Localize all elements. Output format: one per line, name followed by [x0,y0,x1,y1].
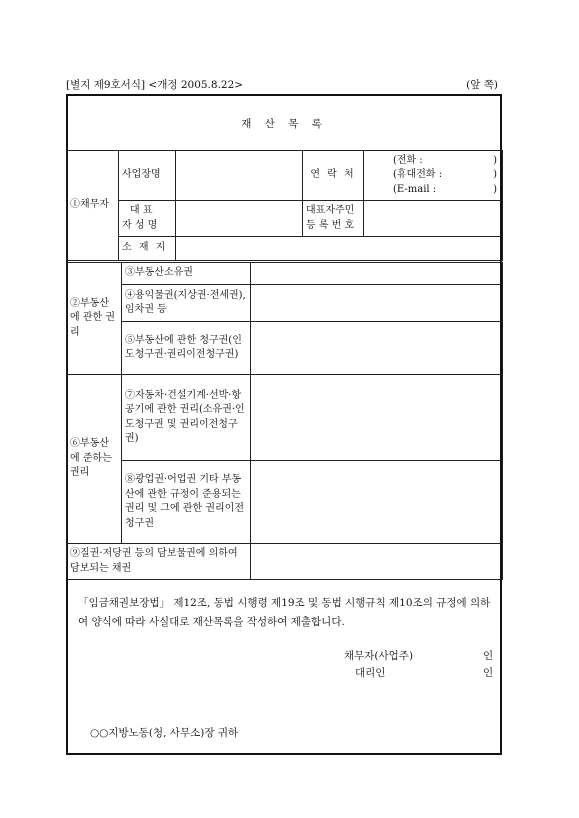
address-field[interactable] [176,237,503,261]
secured-label: ⑨질권·저당권 등의 담보물권에 의하여 담보되는 채권 [67,544,251,580]
contact-field[interactable]: (전화 : ) (휴대전화 : ) (E-mail : ) [364,151,503,201]
realestate-field-3[interactable] [251,322,503,375]
form-title: 재 산 목 록 [241,117,327,130]
rep-name-label: 대 표 자 성 명 [119,201,176,237]
declaration-statement: 「임금채권보장법」 제12조, 동법 시행령 제19조 및 동법 시행규칙 제10조의 규정에 의하여 양식에 따라 사실대로 재산목록을 작성하여 제출합니다. [78,597,491,628]
page-side: (앞 쪽) [466,79,498,91]
debtor-seal: 인 [483,650,494,662]
realestate-item-3: ⑤부동산에 관한 청구권(인도청구권·권리이전청구권) [122,322,251,375]
realestate-item-1: ③부동산소유권 [122,263,251,285]
quasi-label: ⑥부동산에 준하는 권리 [67,375,122,544]
realestate-field-1[interactable] [251,263,503,285]
rep-id-field[interactable] [364,201,503,237]
biz-name-field[interactable] [176,151,303,201]
quasi-field-1[interactable] [251,375,503,461]
realestate-label: ②부동산에 관한 권리 [67,263,122,375]
email-label: (E-mail : [393,183,437,195]
biz-name-label: 사업장명 [119,151,176,201]
secured-table [66,543,503,580]
quasi-table [66,374,503,544]
realestate-item-2: ④용익물권(지상권·전세권), 임차권 등 [122,285,251,322]
contact-label: 연 락 처 [303,151,364,201]
address-label: 소 재 지 [119,237,176,261]
debtor-label: ①채무자 [67,151,119,261]
realestate-field-2[interactable] [251,285,503,322]
agent-signature-label: 대리인 [355,667,386,679]
agent-seal: 인 [483,667,494,679]
debtor-signature-label: 채무자(사업주) [344,650,414,662]
rep-id-label: 대표자주민 등 록 번 호 [303,201,364,237]
quasi-item-1: ⑦자동차·건설기계·선박·항공기에 관한 권리(소유권·인도청구권 및 권리이전청구권) [122,375,251,461]
quasi-field-2[interactable] [251,461,503,544]
mobile-label: (휴대전화 : [393,169,443,181]
secured-field[interactable] [251,544,503,580]
form-number: [별지 제9호서식] <개정 2005.8.22> [66,79,244,91]
form-header [66,77,502,92]
rep-name-field[interactable] [176,201,303,237]
realestate-table [66,262,503,375]
quasi-item-2: ⑧광업권·어업권 기타 부동산에 관한 규정이 준용되는 권리 및 그에 관한 권리이전청구권 [122,461,251,544]
debtor-table [66,150,503,261]
phone-label: (전화 : [393,154,423,166]
addressee: ○○지방노동(청, 사무소)장 귀하 [90,727,239,739]
